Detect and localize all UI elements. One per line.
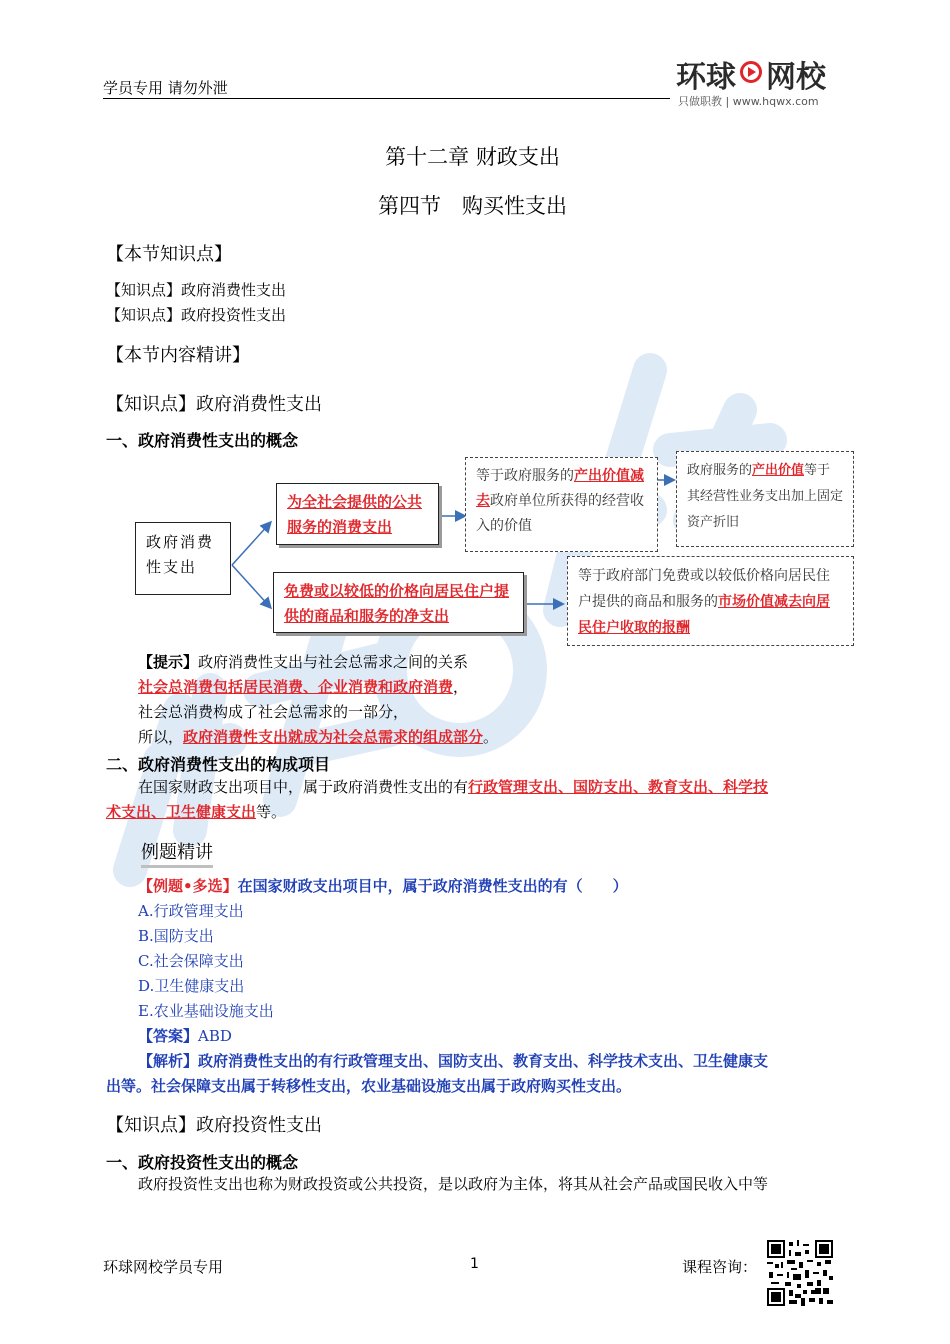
kp2-heading: 【知识点】政府投资性支出 [106, 1115, 322, 1136]
logo-subtitle: 只做职教 | www.hqwx.com [678, 95, 819, 108]
knowledge-list-item: 【知识点】政府消费性支出 [106, 281, 287, 299]
para-text-a: 在国家财政支出项目中，属于政府消费性支出的有 [138, 778, 469, 796]
tip-line2-end: ， [453, 678, 469, 696]
diagram-bottom-right-red: 市场价值减去向居民住户收取的报酬 [578, 594, 830, 636]
footer-consult: 课程咨询： [682, 1258, 758, 1276]
tip-block [138, 650, 858, 750]
kp1-sub2: 二、政府消费性支出的构成项目 [106, 755, 331, 774]
header-notice: 学员专用 请勿外泄 [103, 79, 228, 97]
kp1-paragraph [106, 775, 846, 825]
answer-label: 【答案】 [138, 1027, 199, 1045]
example-heading: 例题精讲 [141, 838, 213, 868]
tip-red-2: 政府消费性支出就成为社会总需求的组成部分 [183, 728, 484, 746]
option-d: D.卫生健康支出 [138, 977, 245, 995]
content-heading: 【本节内容精讲】 [106, 345, 250, 366]
analysis-label: 【解析】 [138, 1052, 199, 1070]
section-title: 第四节 购买性支出 [378, 194, 567, 218]
para-red-1: 行政管理支出、国防支出、教育支出、科学技 [468, 778, 769, 796]
example-block [138, 874, 848, 1049]
knowledge-list-item: 【知识点】政府投资性支出 [106, 306, 287, 324]
diagram-top-right-box [676, 451, 854, 547]
footer-left: 环球网校学员专用 [103, 1258, 224, 1276]
diagram-top-mid-red: 产出价值减去 [476, 468, 644, 509]
tip-text: 政府消费性支出与社会总需求之间的关系 [198, 653, 469, 671]
answer-value: ABD [198, 1027, 232, 1045]
qr-code-icon[interactable] [767, 1240, 833, 1306]
diagram-top-right-text-a: 政府服务的 [687, 463, 753, 478]
diagram-root-box: 政府消费性支出 [135, 522, 231, 595]
tip-red-1: 社会总消费包括居民消费、企业消费和政府消费 [138, 678, 454, 696]
para-end: 等。 [256, 803, 287, 821]
tip-line3: 社会总消费构成了社会总需求的一部分， [138, 703, 409, 721]
para-red-2: 术支出、卫生健康支出 [106, 803, 257, 821]
kp1-sub1: 一、政府消费性支出的概念 [106, 431, 299, 450]
option-a: A.行政管理支出 [138, 902, 244, 920]
kp1-heading: 【知识点】政府消费性支出 [106, 394, 322, 415]
option-b: B.国防支出 [138, 927, 214, 945]
diagram-bottom-red-box [273, 572, 524, 633]
page-number: 1 [470, 1256, 479, 1272]
diagram-top-mid-text-b: 政府单位所获得的经营收入的价值 [476, 493, 644, 534]
diagram-top-mid-text-a: 等于政府服务的 [476, 468, 574, 484]
diagram-top-red-text: 为全社会提供的公共服务的消费支出 [287, 493, 423, 536]
diagram-top-mid-box [465, 457, 658, 552]
logo-text-1: 环球 [676, 60, 736, 95]
kp2-sub1: 一、政府投资性支出的概念 [106, 1153, 299, 1172]
option-c: C.社会保障支出 [138, 952, 244, 970]
diagram-top-red-box [276, 483, 439, 545]
diagram-bottom-right-box [567, 556, 854, 646]
analysis-text-2: 出等。社会保障支出属于转移性支出，农业基础设施支出属于政府购买性支出。 [106, 1077, 632, 1095]
diagram-bottom-right-text: 等于政府部门免费或以较低价格向居民住户提供的商品和服务的 [578, 568, 830, 610]
diagram-top-right-text-b: 等于其经营性业务支出加上固定资产折旧 [687, 463, 844, 530]
tip-label: 【提示】 [138, 653, 199, 671]
knowledge-list-heading: 【本节知识点】 [106, 244, 232, 265]
option-e: E.农业基础设施支出 [138, 1002, 274, 1020]
logo-text-2: 网校 [766, 60, 826, 95]
chapter-title: 第十二章 财政支出 [385, 145, 560, 169]
analysis-block [106, 1049, 848, 1099]
tip-line4-a: 所以， [138, 728, 184, 746]
tip-line4-end: 。 [483, 728, 499, 746]
diagram-bottom-red-text: 免费或以较低的价格向居民住户提供的商品和服务的净支出 [284, 582, 510, 625]
kp2-paragraph: 政府投资性支出也称为财政投资或公共投资，是以政府为主体，将其从社会产品或国民收入中等 [138, 1175, 769, 1193]
diagram-top-right-red: 产出价值 [752, 463, 805, 478]
example-q-label: 【例题•多选】 [138, 877, 238, 895]
analysis-text-1: 政府消费性支出的有行政管理支出、国防支出、教育支出、科学技术支出、卫生健康支 [198, 1052, 769, 1070]
example-q-text: 在国家财政支出项目中，属于政府消费性支出的有（ ） [237, 877, 628, 895]
